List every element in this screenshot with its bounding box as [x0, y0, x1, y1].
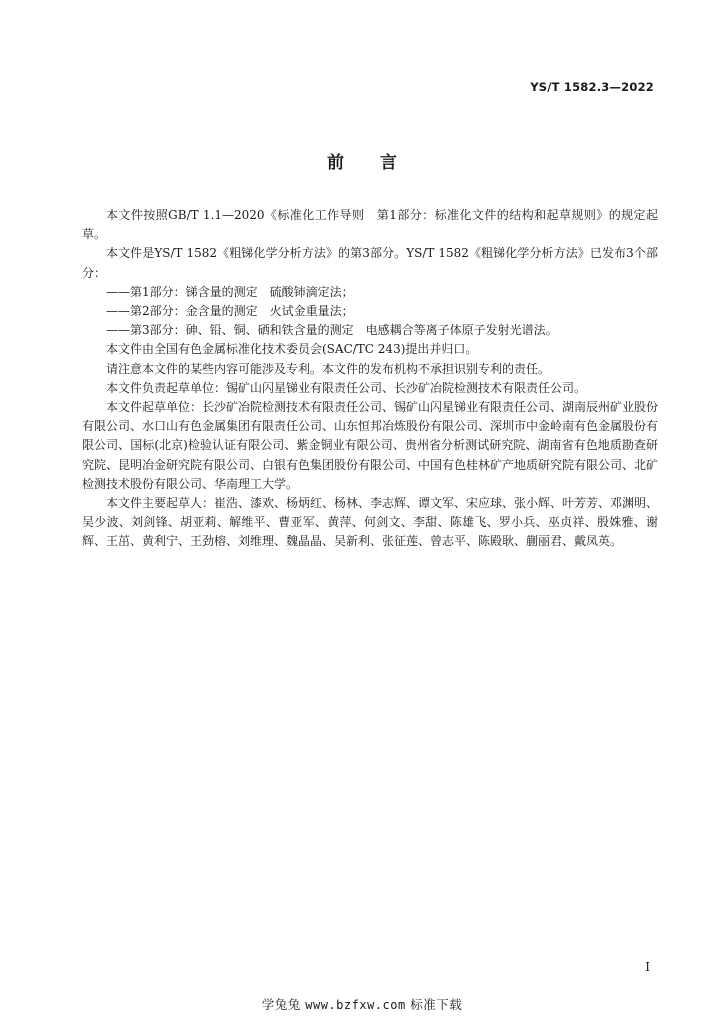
paragraph-drafting-units: 本文件起草单位：长沙矿冶院检测技术有限责任公司、锡矿山闪星锑业有限责任公司、湖南辰州矿业股份有限公司、水口山有色金属集团有限责任公司、山东恒邦冶炼股份有限公司、深圳市中金岭南有色金属股份有限公司、国标(北京)检验认证有限公司、紫金铜业有限公司、贵州省分析测试研究院、湖南省有色地质勘查研究院、昆明冶金研究院有限公司、白银有色集团股份有限公司、中国有色桂林矿产地质研究院有限公司、北矿检测技术股份有限公司、华南理工大学。	[82, 400, 659, 491]
list-item: ——第3部分：砷、铅、铜、硒和铁含量的测定 电感耦合等离子体原子发射光谱法。	[106, 323, 558, 338]
foreword-body	[82, 206, 658, 552]
header-divider	[74, 99, 656, 100]
watermark-label: 标准下载	[410, 997, 463, 1012]
paragraph-drafting-rules: 本文件按照GB/T 1.1—2020《标准化工作导则 第1部分：标准化文件的结构和起草规则》的规定起草。	[82, 208, 658, 242]
page-title: 前言	[327, 153, 433, 173]
list-item: ——第1部分：锑含量的测定 硫酸铈滴定法；	[106, 284, 354, 299]
list-item: ——第2部分：金含量的测定 火试金重量法；	[106, 304, 354, 319]
page-number: I	[645, 960, 650, 974]
paragraph-series-parts: 本文件是YS/T 1582《粗锑化学分析方法》的第3部分。YS/T 1582《粗锑化学分析方法》已发布3个部分：	[82, 246, 658, 280]
paragraph-proposed-by: 本文件由全国有色金属标准化技术委员会(SAC/TC 243)提出并归口。	[106, 342, 478, 357]
watermark-url[interactable]: www.bzfxw.com	[305, 998, 406, 1012]
standard-number: YS/T 1582.3—2022	[530, 80, 654, 94]
paragraph-drafters: 本文件主要起草人：崔浩、漆欢、杨炳红、杨林、李志辉、谭文军、宋应球、张小辉、叶芳芳、邓渊明、吴少波、刘剑锋、胡亚莉、解维平、曹亚军、黄萍、何剑文、李甜、陈雄飞、罗小兵、巫贞祥、殷姝雅、谢辉、王茁、黄利宁、王劲榕、刘维理、魏晶晶、吴新利、张征莲、曾志平、陈殿耿、蒯丽君、戴凤英。	[82, 496, 659, 549]
download-watermark	[0, 995, 724, 1013]
paragraph-responsible-units: 本文件负责起草单位：锡矿山闪星锑业有限责任公司、长沙矿冶院检测技术有限责任公司。	[106, 380, 587, 395]
watermark-site: 学兔兔	[261, 997, 301, 1012]
paragraph-patent-notice: 请注意本文件的某些内容可能涉及专利。本文件的发布机构不承担识别专利的责任。	[106, 361, 551, 376]
